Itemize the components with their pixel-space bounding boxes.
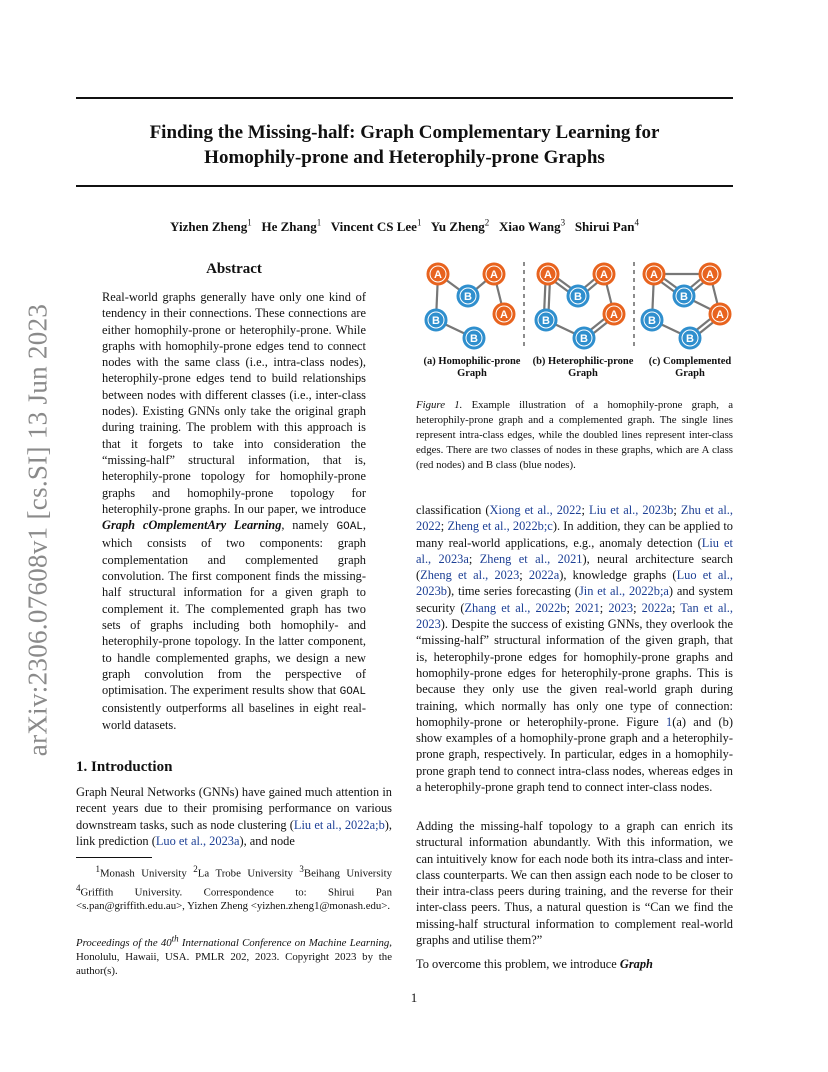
class-b-node: [426, 310, 446, 330]
node-label: A: [600, 269, 608, 281]
class-a-node: [494, 304, 514, 324]
citation-link[interactable]: Luo et al., 2023b: [416, 568, 734, 599]
node-label: B: [470, 333, 478, 345]
citation-link[interactable]: Liu et al., 2023a: [416, 535, 733, 566]
author: He Zhang$^1$: [261, 218, 322, 235]
class-a-node: [604, 304, 624, 324]
subfigure-caption-a: (a) Homophilic-prone Graph: [423, 356, 521, 379]
class-a-node: [700, 264, 720, 284]
right-column-paragraph-1: classification (Xiong et al., 2022; Liu et al., 2023b; Zhu et al., 2022; Zheng et al., 2022b;c). In addition, they can be applied to many real-world applications, e.g., anomaly detection (Liu et al., 2023a; Zheng et al., 2021), neural architecture search (Zheng et al., 2023; 2022a), knowledge graphs (Luo et al., 2023b), time series forecasting (Jin et al., 2022b;a) and system security (Zhang et al., 2022b; 2021; 2023; 2022a; Tan et al., 2023). Despite the success of existing GNNs, they overlook the “missing-half” structural information of the given graph, that is, heterophily-prone edges for homophily-prone graphs and homophily-prone edges for heterophily-prone graphs. This is because they only use the given real-world graph during training, which normally has only one type of connection: homophily-prone or heterophily-prone. Figure 1(a) and (b) show examples of a homophily-prone graph and a heterophily-prone graph, respectively. In particular, edges in a homophily-prone graph tend to connect intra-class nodes, whereas edges in a heterophily-prone graph tend to connect inter-class nodes.: [416, 503, 734, 795]
class-a-node: [644, 264, 664, 284]
abstract-heading: Abstract: [206, 261, 262, 277]
class-b-node: [574, 328, 594, 348]
title-bottom-rule: [76, 185, 733, 187]
arxiv-stamp-text: arXiv:2306.07608v1 [cs.SI] 13 Jun 2023: [22, 303, 53, 757]
node-label: A: [610, 309, 618, 321]
intro-paragraph: Graph Neural Networks (GNNs) have gained much attention in recent years due to their promising performance on various downstream tasks, such as node clustering (Liu et al., 2022a;b), link prediction (Luo et al., 2023a), and node: [76, 785, 392, 848]
figure-1-caption: Figure 1. Example illustration of a homophily-prone graph, a heterophily-prone graph and a complemented graph. The single lines represent intra-class edges, while the doubled lines represent inter-class edges. There are two classes of nodes in these graphs, which are A class (red nodes) and B class (blue nodes).: [416, 399, 733, 471]
right-column-paragraph-2: Adding the missing-half topology to a graph can enrich its structural information abundantly. With this information, we can intuitively know for each node both its intra-class and inter-class counterparts. We can then assign each node to be closer to their intra-class peers during training, and the reverse for their inter-class peers. Thus, a natural question is “Can we find the missing-half structural information to complement real-world graphs and utilise them?”: [416, 819, 733, 948]
citation-link[interactable]: Xiong et al., 2022: [489, 503, 582, 517]
class-a-node: [594, 264, 614, 284]
class-a-node: [710, 304, 730, 324]
abstract-body: Real-world graphs generally have only one kind of tendency in their connections. These connections are either homophily-prone or heterophily-prone. While graphs with homophily-prone edges tend to connect nodes with the same class (i.e., intra-class nodes), heterophily-prone edges tend to build relationships between nodes with different classes (i.e., inter-class nodes). Existing GNNs only take the original graph during training. The problem with this approach is that it forgets to take into consideration the “missing-half” structural information, that is, heterophily-prone topology for homophily-prone graphs and homophily-prone topology for heterophily-prone graphs. In our paper, we introduce Graph cOmplementAry Learning, namely GOAL, which consists of two components: graph complementation and complemented graph convolution. The first component finds the missing-half structural information for a given graph to complement it. The complemented graph has two sets of graphs including both homophily- and heterophily-prone topology. In the latter component, to handle complemented graphs, we design a new graph convolution from the perspective of optimisation. The experiment results show that GOAL consistently outperforms all baselines in eight real-world datasets.: [102, 290, 367, 732]
author: Vincent CS Lee$^1$: [330, 218, 422, 235]
node-label: A: [544, 269, 552, 281]
figure-1-graphs: [416, 258, 733, 358]
title-top-rule: [76, 97, 733, 99]
section-heading-introduction: 1. Introduction: [76, 759, 173, 775]
citation-link[interactable]: Zheng et al., 2022b;c: [447, 519, 553, 534]
citation-link[interactable]: Tan et al., 2023: [416, 600, 733, 632]
title-line-2: Homophily-prone and Heterophily-prone Graphs: [204, 147, 605, 168]
node-label: A: [500, 309, 508, 321]
citation-link[interactable]: 2022a: [528, 568, 560, 583]
citation-link[interactable]: 2022a: [641, 600, 672, 615]
class-b-node: [680, 328, 700, 348]
title-line-1: Finding the Missing-half: Graph Complementary Learning for: [149, 122, 660, 143]
author-list: [76, 214, 733, 236]
citation-link[interactable]: Zheng et al., 2023: [420, 568, 520, 583]
class-b-node: [674, 286, 694, 306]
citation-link[interactable]: 2023: [608, 600, 634, 615]
citation-link[interactable]: Zheng et al., 2021: [479, 551, 583, 566]
citation-link[interactable]: 2021: [575, 600, 600, 615]
page-number: 1: [410, 990, 418, 1005]
class-b-node: [458, 286, 478, 306]
citation-link[interactable]: Liu et al., 2022a;b: [293, 817, 385, 832]
node-label: A: [434, 269, 442, 281]
citation-link[interactable]: Jin et al., 2022b;a: [578, 584, 669, 599]
node-label: B: [432, 315, 440, 327]
class-b-node: [642, 310, 662, 330]
proceedings-note: Proceedings of the 40th International Conference on Machine Learning, Honolulu, Hawaii, USA. PMLR 202, 2023. Copyright 2023 by the author(s).: [76, 933, 392, 977]
node-label: A: [490, 269, 498, 281]
node-label: B: [680, 291, 688, 303]
node-label: B: [464, 291, 472, 303]
node-label: B: [574, 291, 582, 303]
class-a-node: [538, 264, 558, 284]
author: Yizhen Zheng$^1$: [170, 218, 252, 235]
author: Yu Zheng$^2$: [430, 218, 490, 235]
subfigure-caption-b: (b) Heterophilic-prone Graph: [532, 356, 634, 379]
footnote-rule: [76, 857, 152, 858]
citation-link[interactable]: Luo et al., 2023a: [155, 833, 240, 848]
class-a-node: [428, 264, 448, 284]
subfigure-caption-c: (c) Complemented Graph: [648, 356, 732, 379]
author: Shirui Pan$^4$: [574, 218, 639, 235]
paper-title: [76, 120, 733, 170]
affiliation-footnote: $^1$Monash University $^2$La Trobe University $^3$Beihang University $^4$Griffith University. Correspondence to: Shirui Pan <s.pan@griffith.edu.au>, Yizhen Zheng <yizhen.zheng1@monash.edu>.: [76, 864, 392, 913]
author: Xiao Wang$^3$: [499, 218, 566, 235]
class-b-node: [536, 310, 556, 330]
node-label: A: [650, 269, 658, 281]
figure-reference-link[interactable]: 1: [665, 714, 673, 729]
node-label: B: [686, 333, 694, 345]
node-label: B: [542, 315, 550, 327]
class-b-node: [568, 286, 588, 306]
node-label: A: [716, 309, 724, 321]
citation-link[interactable]: Liu et al., 2023b: [589, 503, 674, 517]
node-label: B: [648, 315, 656, 327]
citation-link[interactable]: Zhu et al., 2022: [416, 503, 733, 534]
node-label: A: [706, 269, 714, 281]
class-b-node: [464, 328, 484, 348]
class-a-node: [484, 264, 504, 284]
right-column-paragraph-3: To overcome this problem, we introduce Graph: [416, 957, 653, 971]
citation-link[interactable]: Zhang et al., 2022b: [464, 600, 567, 615]
node-label: B: [580, 333, 588, 345]
